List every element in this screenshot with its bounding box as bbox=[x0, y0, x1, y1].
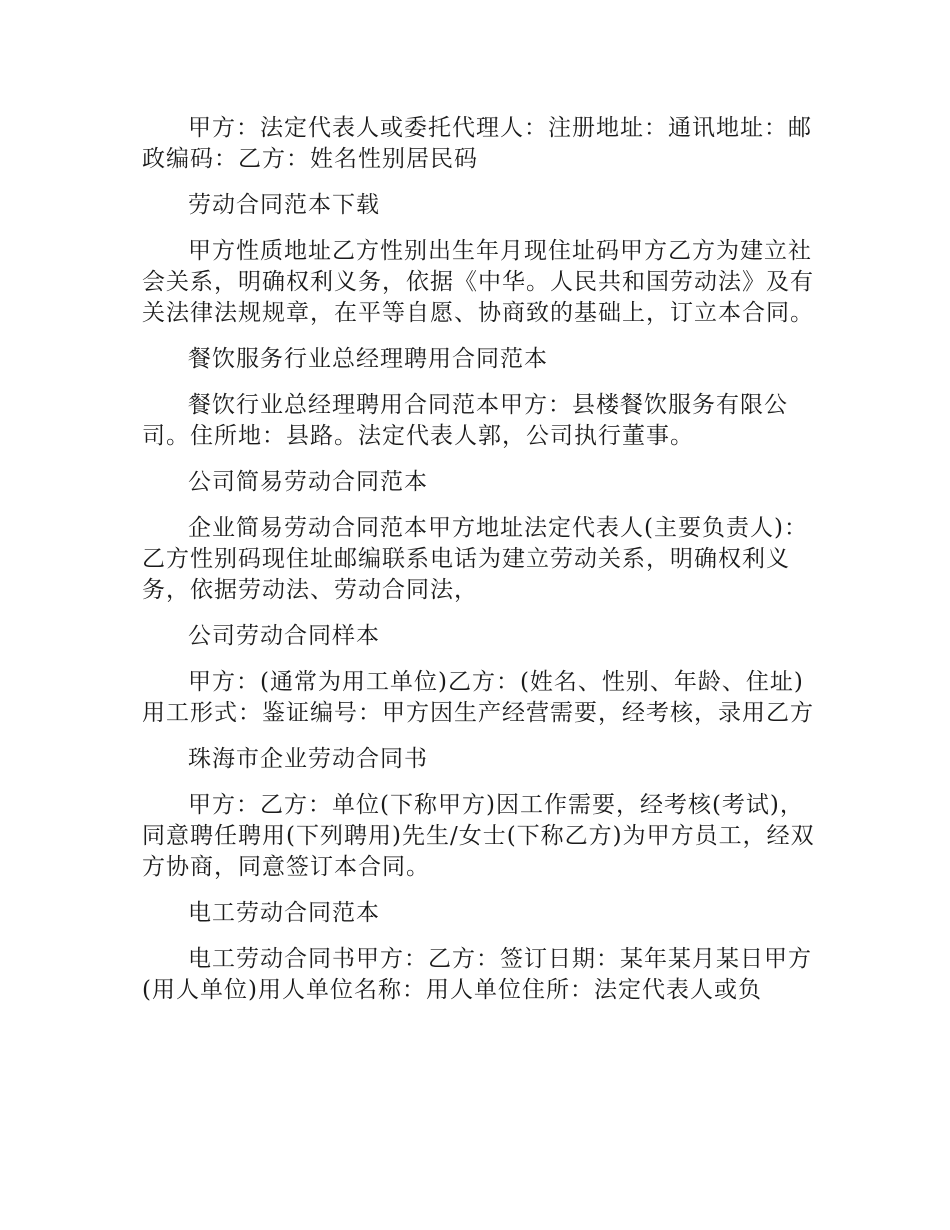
paragraph: 甲方：乙方：单位(下称甲方)因工作需要，经考核(考试)，同意聘任聘用(下列聘用)先生/女士(下称乙方)为甲方员工，经双方协商，同意签订本合同。 bbox=[142, 792, 815, 880]
section-heading: 公司简易劳动合同范本 bbox=[188, 469, 428, 495]
paragraph: 餐饮行业总经理聘用合同范本甲方：县楼餐饮服务有限公司。住所地：县路。法定代表人郭，公司执行董事。 bbox=[142, 392, 788, 449]
section-heading: 餐饮服务行业总经理聘用合同范本 bbox=[188, 346, 548, 372]
section-heading: 电工劳动合同范本 bbox=[188, 900, 380, 926]
paragraph-intro: 甲方：法定代表人或委托代理人：注册地址：通讯地址：邮政编码：乙方：姓名性别居民码 bbox=[142, 115, 812, 172]
paragraph-final: 电工劳动合同书甲方：乙方：签订日期：某年某月某日甲方(用人单位)用人单位名称：用人单位住所：法定代表人或负 bbox=[142, 946, 812, 1003]
section-heading: 珠海市企业劳动合同书 bbox=[188, 746, 428, 772]
paragraph: 甲方：(通常为用工单位)乙方：(姓名、性别、年龄、住址)用工形式：鉴证编号：甲方因生产经营需要，经考核，录用乙方 bbox=[142, 669, 814, 726]
document-body bbox=[142, 113, 818, 1021]
paragraph: 企业简易劳动合同范本甲方地址法定代表人(主要负责人)：乙方性别码现住址邮编联系电话为建立劳动关系，明确权利义务，依据劳动法、劳动合同法， bbox=[142, 515, 808, 603]
section-heading: 劳动合同范本下载 bbox=[188, 192, 380, 218]
paragraph: 甲方性质地址乙方性别出生年月现住址码甲方乙方为建立社会关系，明确权利义务，依据《中华。人民共和国劳动法》及有关法律法规规章，在平等自愿、协商致的基础上，订立本合同。 bbox=[142, 238, 814, 326]
section-heading: 公司劳动合同样本 bbox=[188, 623, 380, 649]
